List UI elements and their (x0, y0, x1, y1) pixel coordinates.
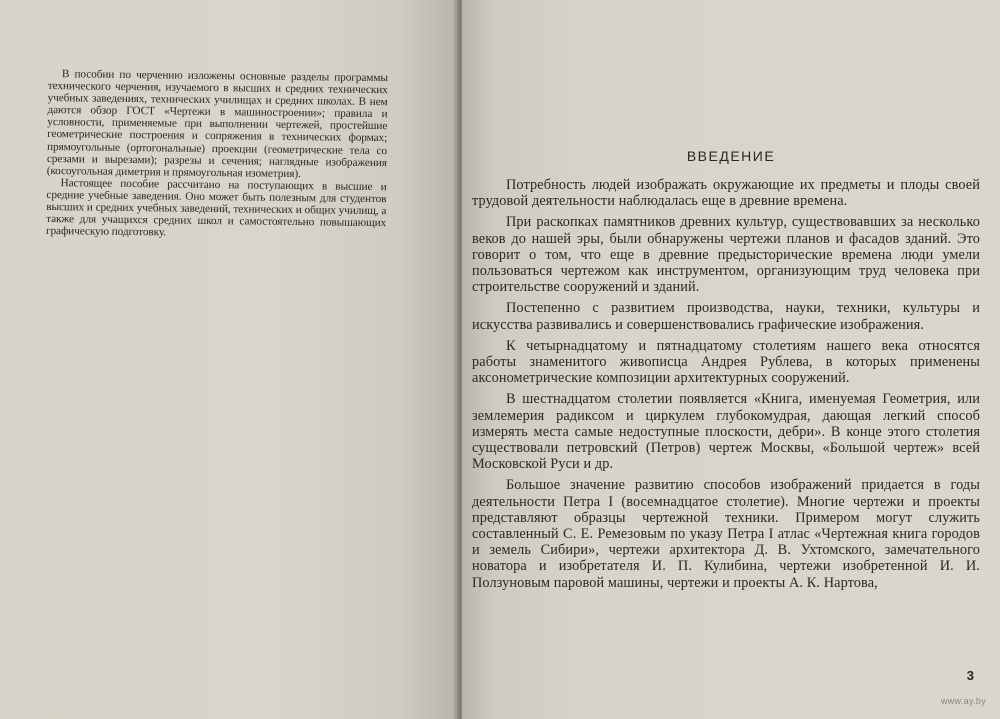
body-paragraph: К четырнадцатому и пятнадцатому столетиям нашего века относятся работы знаменитого живописца Андрея Рублева, в которых применены аксонометрические композиции архитектурных сооружений. (472, 337, 980, 387)
left-page (0, 0, 456, 719)
body-paragraph: Постепенно с развитием производства, науки, техники, культуры и искусства развивались и совершенствовались графические изображения. (472, 300, 980, 333)
right-page (462, 0, 1000, 719)
annotation-paragraph: В пособии по черчению изложены основные разделы программы технического черчения, изучаемого в высших и средних технических учебных заведениях, технических училищах и средних школах. В нем даются обзор ГОСТ «Чертежи в машиностроении»; правила и условности, применяемые при выполнении чертежей, простейшие геометрические построения и сопряжения в технических формах; прямоугольные (ортогональные) проекции (геометрические тела со срезами и вырезами); разрезы и сечения; наглядные изображения (косоугольная диметрия и прямоугольная изометрия). (46, 68, 388, 180)
body-paragraph: При раскопках памятников древних культур, существовавших за несколько веков до нашей эры, были обнаружены чертежи планов и фасадов зданий. Это говорит о том, что еще в древние предысторические времена люди умели пользоваться чертежом как инструментом, организующим труд человека при строительстве сооружений и зданий. (472, 214, 980, 296)
site-watermark: www.ay.by (940, 696, 986, 706)
body-paragraph: Большое значение развитию способов изображений придается в годы деятельности Петра I (восемнадцатое столетие). Многие чертежи и проекты представляют образцы чертежной техники. Примером могут служить составленный С. Е. Ремезовым по указу Петра I атлас «Чертежная книга городов и земель Сибири», чертежи архитектора Д. В. Ухтомского, замечательного новатора и изобретателя И. П. Кулибина, чертежи изобретенной И. И. Ползуновым паровой машины, чертежи и проекты А. К. Нартова, (472, 477, 980, 591)
chapter-heading: ВВЕДЕНИЕ (686, 148, 776, 164)
body-paragraph: В шестнадцатом столетии появляется «Книга, именуемая Геометрия, или землемерия радиксом и циркулем глубокомудрая, дающая легкий способ измерять места самые недоступные плоскости, дебри». В конце этого столетия существовали петровский (Петров) чертеж Москвы, «Большой чертеж» всей Московской Руси и др. (472, 391, 980, 473)
introduction-text (472, 177, 980, 596)
body-paragraph: Потребность людей изображать окружающие их предметы и плоды своей трудовой деятельности наблюдалась еще в древние времена. (472, 177, 980, 210)
annotation-paragraph: Настоящее пособие рассчитано на поступающих в высшие и средние учебные заведения. Оно может быть полезным для студентов высших и средних учебных заведений, технических и общих училищ, а также для учащихся средних школ и самостоятельно повышающих графическую подготовку. (45, 177, 387, 239)
annotation-block (46, 68, 388, 241)
page-number: 3 (966, 668, 974, 683)
